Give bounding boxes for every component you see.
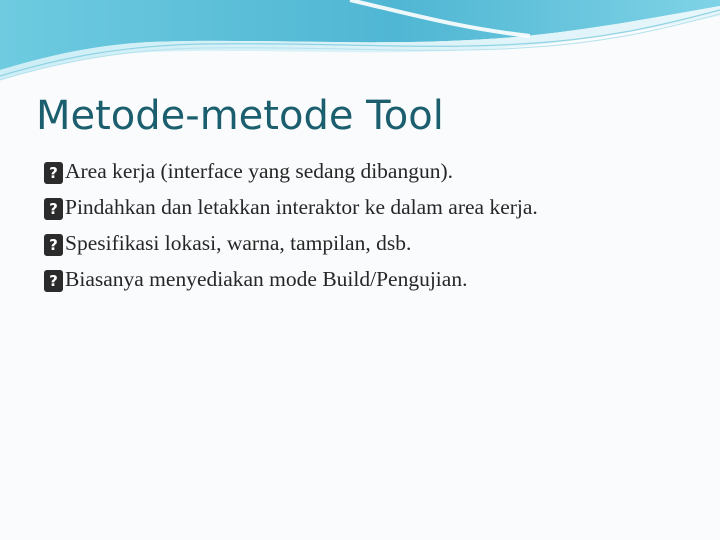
bullet-item [44,265,654,294]
bullet-list [44,157,654,301]
bullet-item [44,157,654,186]
bullet-text: Pindahkan dan letakkan interaktor ke dalam area kerja. [65,195,538,219]
slide-title: Metode-metode Tool [36,93,444,139]
wave-dark [0,0,720,70]
bullet-text: Area kerja (interface yang sedang dibangun). [65,159,454,183]
bullet-item [44,229,654,258]
bullet-item [44,193,654,222]
missing-glyph-icon [44,270,63,292]
missing-glyph-icon [44,198,63,220]
bullet-text: Spesifikasi lokasi, warna, tampilan, dsb. [65,231,412,255]
missing-glyph-icon [44,234,63,256]
missing-glyph-icon [44,162,63,184]
header-wave-decoration [0,0,720,90]
bullet-text: Biasanya menyediakan mode Build/Pengujian. [65,267,468,291]
